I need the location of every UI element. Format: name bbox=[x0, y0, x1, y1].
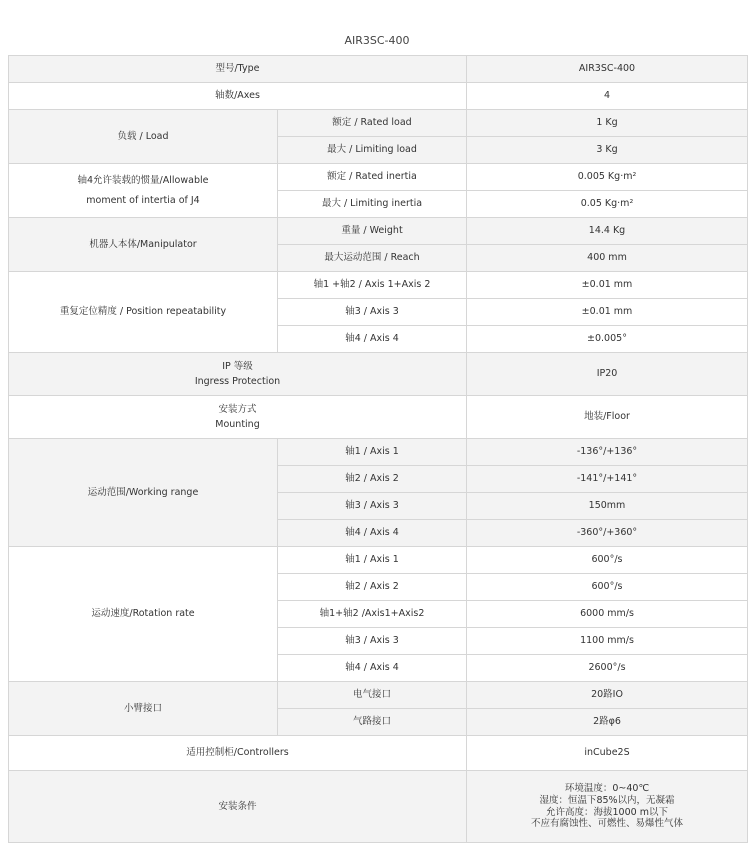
ip-label-line1: IP 等级 bbox=[222, 360, 253, 372]
mounting-label-line1: 安装方式 bbox=[218, 403, 257, 415]
forearm-label: 小臂接口 bbox=[9, 682, 278, 736]
table-row bbox=[9, 56, 748, 83]
table-row bbox=[9, 83, 748, 110]
repeatability-label: 重复定位精度 / Position repeatability bbox=[9, 272, 278, 353]
forearm-elec-value: 20路IO bbox=[467, 682, 748, 709]
mounting-label-line2: Mounting bbox=[215, 418, 260, 430]
install-conditions-line2: 湿度：恒温下85%以内，无凝霜 bbox=[539, 794, 675, 806]
spec-table bbox=[8, 55, 748, 843]
working-range-a4-label: 轴4 / Axis 4 bbox=[278, 520, 467, 547]
rotation-rate-a2-label: 轴2 / Axis 2 bbox=[278, 574, 467, 601]
table-row bbox=[9, 353, 748, 396]
inertia-limit-label: 最大 / Limiting inertia bbox=[278, 191, 467, 218]
manipulator-weight-value: 14.4 Kg bbox=[467, 218, 748, 245]
axes-label: 轴数/Axes bbox=[9, 83, 467, 110]
manipulator-label: 机器人本体/Manipulator bbox=[9, 218, 278, 272]
repeatability-a4-label: 轴4 / Axis 4 bbox=[278, 326, 467, 353]
manipulator-reach-label: 最大运动范围 / Reach bbox=[278, 245, 467, 272]
forearm-elec-label: 电气接口 bbox=[278, 682, 467, 709]
inertia-label bbox=[9, 164, 278, 218]
table-row bbox=[9, 736, 748, 771]
repeatability-a12-value: ±0.01 mm bbox=[467, 272, 748, 299]
load-label: 负载 / Load bbox=[9, 110, 278, 164]
controller-label: 适用控制柜/Controllers bbox=[9, 736, 467, 771]
manipulator-reach-value: 400 mm bbox=[467, 245, 748, 272]
ip-label bbox=[9, 353, 467, 396]
table-row bbox=[9, 547, 748, 574]
type-label: 型号/Type bbox=[9, 56, 467, 83]
ip-value: IP20 bbox=[467, 353, 748, 396]
table-row bbox=[9, 439, 748, 466]
table-row bbox=[9, 272, 748, 299]
install-conditions-value bbox=[467, 771, 748, 843]
repeatability-a3-label: 轴3 / Axis 3 bbox=[278, 299, 467, 326]
load-limit-label: 最大 / Limiting load bbox=[278, 137, 467, 164]
type-value: AIR3SC-400 bbox=[467, 56, 748, 83]
rotation-rate-a12-value: 6000 mm/s bbox=[467, 601, 748, 628]
working-range-a3-label: 轴3 / Axis 3 bbox=[278, 493, 467, 520]
install-conditions-label: 安装条件 bbox=[9, 771, 467, 843]
controller-value: inCube2S bbox=[467, 736, 748, 771]
rotation-rate-a4-label: 轴4 / Axis 4 bbox=[278, 655, 467, 682]
table-caption: AIR3SC-400 bbox=[344, 34, 410, 47]
inertia-rated-label: 额定 / Rated inertia bbox=[278, 164, 467, 191]
table-row bbox=[9, 164, 748, 191]
working-range-a2-label: 轴2 / Axis 2 bbox=[278, 466, 467, 493]
load-rated-value: 1 Kg bbox=[467, 110, 748, 137]
table-row bbox=[9, 396, 748, 439]
working-range-a1-label: 轴1 / Axis 1 bbox=[278, 439, 467, 466]
install-conditions-line3: 允许高度：海拔1000 m以下 bbox=[546, 806, 668, 818]
forearm-air-label: 气路接口 bbox=[278, 709, 467, 736]
rotation-rate-a4-value: 2600°/s bbox=[467, 655, 748, 682]
working-range-a4-value: -360°/+360° bbox=[467, 520, 748, 547]
install-conditions-line1: 环境温度：0~40℃ bbox=[564, 782, 650, 794]
manipulator-weight-label: 重量 / Weight bbox=[278, 218, 467, 245]
table-row bbox=[9, 218, 748, 245]
rotation-rate-a3-label: 轴3 / Axis 3 bbox=[278, 628, 467, 655]
working-range-a2-value: -141°/+141° bbox=[467, 466, 748, 493]
repeatability-a3-value: ±0.01 mm bbox=[467, 299, 748, 326]
load-rated-label: 额定 / Rated load bbox=[278, 110, 467, 137]
table-row bbox=[9, 110, 748, 137]
ip-label-line2: Ingress Protection bbox=[194, 375, 281, 387]
table-row bbox=[9, 771, 748, 843]
rotation-rate-a3-value: 1100 mm/s bbox=[467, 628, 748, 655]
rotation-rate-a12-label: 轴1+轴2 /Axis1+Axis2 bbox=[278, 601, 467, 628]
rotation-rate-a1-label: 轴1 / Axis 1 bbox=[278, 547, 467, 574]
repeatability-a12-label: 轴1 +轴2 / Axis 1+Axis 2 bbox=[278, 272, 467, 299]
axes-value: 4 bbox=[467, 83, 748, 110]
install-conditions-line4: 不应有腐蚀性、可燃性、易爆性气体 bbox=[530, 818, 683, 830]
inertia-label-line2: moment of intertia of J4 bbox=[86, 194, 200, 206]
rotation-rate-a1-value: 600°/s bbox=[467, 547, 748, 574]
working-range-a3-value: 150mm bbox=[467, 493, 748, 520]
mounting-value: 地装/Floor bbox=[467, 396, 748, 439]
inertia-rated-value: 0.005 Kg·m² bbox=[467, 164, 748, 191]
rotation-rate-label: 运动速度/Rotation rate bbox=[9, 547, 278, 682]
forearm-air-value: 2路φ6 bbox=[467, 709, 748, 736]
table-row bbox=[9, 682, 748, 709]
load-limit-value: 3 Kg bbox=[467, 137, 748, 164]
repeatability-a4-value: ±0.005° bbox=[467, 326, 748, 353]
working-range-label: 运动范围/Working range bbox=[9, 439, 278, 547]
inertia-limit-value: 0.05 Kg·m² bbox=[467, 191, 748, 218]
working-range-a1-value: -136°/+136° bbox=[467, 439, 748, 466]
rotation-rate-a2-value: 600°/s bbox=[467, 574, 748, 601]
inertia-label-line1: 轴4允许装载的惯量/Allowable bbox=[77, 174, 209, 186]
mounting-label bbox=[9, 396, 467, 439]
